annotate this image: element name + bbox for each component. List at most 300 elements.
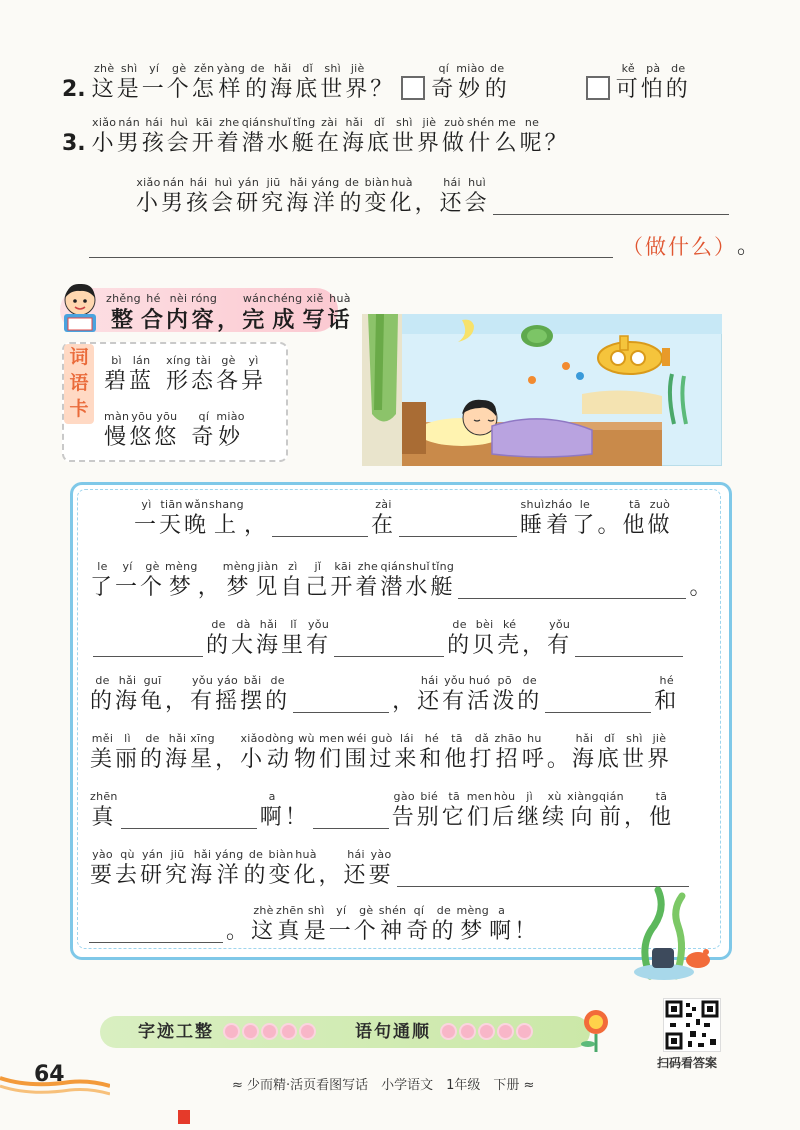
hanzi-with-pinyin (215, 674, 240, 717)
hanzi-with-pinyin (467, 116, 495, 159)
pinyin: de (436, 904, 452, 917)
hanzi: 开 (330, 575, 356, 600)
hanzi-with-pinyin (467, 674, 492, 717)
hanzi-with-pinyin (597, 498, 622, 541)
pinyin: de (490, 62, 505, 75)
hanzi: 前 (598, 805, 624, 830)
pinyin: miào (456, 62, 485, 75)
answer-blank-2[interactable] (89, 233, 613, 258)
hanzi-with-pinyin (545, 498, 572, 541)
hanzi-with-pinyin (129, 354, 154, 397)
hanzi-with-pinyin (330, 560, 355, 603)
hanzi-with-pinyin (295, 62, 320, 105)
pinyin: nán (162, 176, 185, 189)
hanzi-with-pinyin (442, 116, 467, 159)
answer-blank-1[interactable] (493, 190, 729, 215)
hanzi: 去 (115, 863, 141, 888)
hanzi: 内 (165, 307, 191, 333)
hanzi-with-pinyin (522, 732, 547, 775)
section-title (106, 292, 352, 335)
hanzi-with-pinyin (90, 790, 118, 833)
blank-sea-color[interactable] (93, 632, 203, 657)
flower-icon[interactable] (282, 1025, 295, 1038)
hanzi: 化 (389, 191, 415, 216)
pinyin: yǒu (308, 618, 330, 631)
pinyin: ne (524, 116, 540, 129)
hanzi-with-pinyin (140, 674, 165, 717)
hanzi-with-pinyin (217, 62, 245, 105)
flower-mascot-icon (576, 1004, 616, 1054)
pinyin: gè (145, 560, 160, 573)
hanzi-with-pinyin (115, 560, 140, 603)
pinyin: xiàng (567, 790, 599, 803)
hanzi-with-pinyin (223, 560, 256, 603)
hanzi-with-pinyin (319, 732, 344, 775)
hanzi-with-pinyin (209, 498, 244, 541)
pinyin: de (95, 674, 110, 687)
word-card-line-1 (104, 354, 266, 397)
hanzi: 话 (327, 307, 353, 333)
qr-code-icon[interactable] (663, 998, 721, 1052)
pinyin: a (268, 790, 276, 803)
hanzi-with-pinyin (456, 62, 484, 105)
hanzi: 是 (116, 77, 142, 102)
hanzi: 开 (191, 131, 217, 156)
hanzi: 的 (447, 633, 473, 658)
hanzi-with-pinyin (494, 732, 521, 775)
pinyin: yào (370, 848, 392, 861)
hanzi: 的 (90, 689, 116, 714)
hanzi-with-pinyin (104, 354, 129, 397)
blank-shell-shape[interactable] (334, 632, 444, 657)
hanzi-with-pinyin (369, 732, 394, 775)
pinyin: nán (118, 116, 140, 129)
hanzi: 写 (302, 307, 328, 333)
hanzi: 的 (243, 863, 269, 888)
pinyin: qián (598, 790, 624, 803)
hanzi-with-pinyin (216, 354, 241, 397)
hanzi: 他 (622, 513, 648, 538)
hanzi: 海 (165, 747, 191, 772)
hanzi: 孩 (141, 131, 167, 156)
hanzi: 小 (136, 191, 162, 216)
hanzi: 么 (494, 131, 520, 156)
hanzi-with-pinyin (134, 498, 159, 541)
pinyin: men (466, 790, 493, 803)
page-marker (178, 1110, 190, 1124)
pinyin: róng (191, 292, 218, 305)
pinyin: hòu (493, 790, 516, 803)
hanzi: 底 (596, 747, 622, 772)
hanzi-with-pinyin (430, 560, 455, 603)
hanzi: 化 (293, 863, 319, 888)
hanzi: 的 (517, 689, 543, 714)
hanzi-with-pinyin (198, 560, 223, 603)
pinyin: pō (497, 674, 512, 687)
pinyin: dǐ (604, 732, 615, 745)
hanzi: ？ (544, 131, 570, 156)
hanzi: 合 (140, 307, 166, 333)
hanzi-with-pinyin (572, 732, 597, 775)
hanzi: 它 (441, 805, 467, 830)
pinyin: shuǐ (267, 116, 292, 129)
hanzi-with-pinyin (666, 62, 691, 105)
hanzi-with-pinyin (104, 410, 129, 453)
hanzi-with-pinyin (190, 674, 215, 717)
hanzi-with-pinyin (267, 116, 292, 159)
pinyin: dǐ (302, 62, 314, 75)
hanzi-with-pinyin (319, 848, 344, 891)
pinyin: màn (104, 410, 130, 423)
hanzi-with-pinyin (90, 848, 115, 891)
pinyin: dǐ (374, 116, 385, 129)
pinyin: gào (393, 790, 415, 803)
pinyin: tǐng (431, 560, 455, 573)
flower-icon[interactable] (225, 1025, 238, 1038)
hanzi-with-pinyin (206, 618, 231, 661)
hanzi-with-pinyin (417, 790, 442, 833)
hanzi-with-pinyin (370, 62, 395, 105)
pinyin: gè (221, 354, 236, 367)
hanzi: 可 (615, 77, 641, 102)
pinyin: zuò (444, 116, 465, 129)
hanzi-with-pinyin (415, 176, 440, 219)
hanzi: 的 (265, 689, 291, 714)
hanzi-with-pinyin (447, 618, 472, 661)
flower-icon[interactable] (461, 1025, 474, 1038)
page-number: 64 (34, 1062, 65, 1087)
period: 。 (737, 234, 763, 259)
hanzi: 向 (570, 805, 596, 830)
hanzi-with-pinyin (547, 618, 572, 661)
pinyin: shén (378, 904, 407, 917)
hanzi-with-pinyin (166, 354, 191, 397)
hanzi-with-pinyin (354, 904, 379, 947)
hanzi-with-pinyin (154, 410, 179, 453)
hanzi-with-pinyin (345, 62, 370, 105)
hanzi: 底 (295, 77, 321, 102)
hanzi: 这 (251, 919, 277, 944)
pinyin: jiè (422, 116, 437, 129)
pinyin: bǎi (243, 674, 262, 687)
hanzi-with-pinyin (616, 62, 641, 105)
hanzi-with-pinyin (365, 176, 390, 219)
pinyin: qí (438, 62, 450, 75)
hanzi: 星 (190, 747, 216, 772)
pinyin: bèi (475, 618, 494, 631)
hanzi-with-pinyin (431, 904, 456, 947)
pinyin: hǎi (289, 176, 308, 189)
pinyin: tā (451, 732, 463, 745)
hanzi: 世 (391, 131, 417, 156)
hanzi: 容 (191, 307, 217, 333)
hanzi: 究 (261, 191, 287, 216)
hanzi-with-pinyin (622, 732, 647, 775)
period: 。 (226, 919, 252, 944)
hanzi-with-pinyin (90, 732, 115, 775)
pinyin: zài (375, 498, 392, 511)
hanzi: ， (165, 689, 191, 714)
pinyin: guī (143, 674, 162, 687)
pinyin: jiū (266, 176, 281, 189)
hanzi: 悠 (154, 425, 180, 450)
hanzi: 在 (370, 513, 396, 538)
hanzi: 有 (306, 633, 332, 658)
rating-label-handwriting: 字迹工整 (138, 1022, 214, 1042)
hanzi: 物 (293, 747, 319, 772)
hanzi-with-pinyin (622, 498, 647, 541)
hanzi: 做 (441, 131, 467, 156)
hanzi: ， (243, 513, 269, 538)
hanzi-with-pinyin (440, 176, 465, 219)
hanzi-with-pinyin (216, 410, 244, 453)
pinyin: huì (170, 116, 189, 129)
hanzi: 过 (369, 747, 395, 772)
hanzi: 妙 (218, 425, 244, 450)
pinyin: hǎi (575, 732, 594, 745)
pinyin: zhè (93, 62, 115, 75)
hanzi-with-pinyin (344, 732, 369, 775)
hanzi-with-pinyin (419, 732, 444, 775)
hanzi: 一 (141, 77, 167, 102)
passage-row-7 (90, 848, 692, 891)
hanzi-with-pinyin (647, 732, 672, 775)
hanzi-with-pinyin (92, 62, 117, 105)
blank-swaying-thing[interactable] (293, 688, 389, 713)
hanzi: 的 (431, 919, 457, 944)
hanzi: 还 (343, 863, 369, 888)
hanzi: 丽 (115, 747, 141, 772)
hanzi: 的 (245, 77, 271, 102)
pinyin: shén (466, 116, 495, 129)
hanzi-with-pinyin (306, 618, 331, 661)
hanzi-with-pinyin (647, 498, 672, 541)
hanzi: 界 (416, 131, 442, 156)
hanzi-with-pinyin (217, 292, 242, 335)
hanzi: 洋 (312, 191, 338, 216)
pinyin: shuì (520, 498, 545, 511)
passage-row-5 (90, 732, 672, 775)
hanzi: ， (217, 307, 243, 333)
pinyin: jiè (350, 62, 365, 75)
pinyin: me (498, 116, 517, 129)
blank-also-do-cont[interactable] (89, 918, 223, 943)
pinyin: shì (120, 62, 138, 75)
blank-lively-thing[interactable] (545, 688, 651, 713)
hanzi: 呼 (521, 747, 547, 772)
flower-icon[interactable] (301, 1025, 314, 1038)
pinyin: mèng (222, 560, 256, 573)
hanzi-with-pinyin (520, 116, 545, 159)
hanzi-with-pinyin (467, 790, 492, 833)
pinyin: yí (122, 560, 133, 573)
flower-icon[interactable] (244, 1025, 257, 1038)
hanzi-with-pinyin (417, 674, 442, 717)
hanzi-with-pinyin (417, 116, 442, 159)
passage-row-8 (86, 904, 539, 947)
question-text (92, 62, 396, 105)
pinyin: xīng (190, 732, 215, 745)
hanzi-with-pinyin (165, 560, 198, 603)
blank-sleep-place[interactable] (399, 512, 517, 537)
sentence-stars (439, 1023, 534, 1042)
pinyin: chéng (267, 292, 303, 305)
hanzi: 晚 (184, 513, 210, 538)
pinyin: hǎi (168, 732, 187, 745)
hanzi: 什 (468, 131, 494, 156)
hanzi: 壳 (497, 633, 523, 658)
hanzi-with-pinyin (547, 732, 572, 775)
pinyin: hé (659, 674, 674, 687)
word-card-tag: 词 语 卡 (64, 344, 94, 424)
hanzi: 水 (405, 575, 431, 600)
hanzi-with-pinyin (567, 790, 599, 833)
hanzi-with-pinyin (522, 618, 547, 661)
hanzi-with-pinyin (141, 292, 166, 335)
hanzi-with-pinyin (242, 116, 267, 159)
pinyin: jiū (170, 848, 185, 861)
hanzi-with-pinyin (369, 848, 394, 891)
hanzi: 泼 (492, 689, 518, 714)
blank-who[interactable] (313, 804, 389, 829)
hanzi-with-pinyin (161, 176, 186, 219)
hanzi: 慢 (104, 425, 130, 450)
pinyin: kāi (195, 116, 213, 129)
option-checkbox-kepa[interactable] (586, 76, 610, 100)
hanzi-with-pinyin (285, 790, 310, 833)
hanzi-with-pinyin (380, 560, 405, 603)
hanzi-with-pinyin (472, 618, 497, 661)
pinyin: xù (547, 790, 562, 803)
hanzi-with-pinyin (392, 790, 417, 833)
pinyin: hǎi (259, 618, 278, 631)
flower-icon[interactable] (480, 1025, 493, 1038)
pinyin: dòng (265, 732, 294, 745)
pinyin: zì (288, 560, 298, 573)
hanzi: 潜 (241, 131, 267, 156)
flower-icon[interactable] (442, 1025, 455, 1038)
pinyin: wǎn (184, 498, 209, 511)
hanzi-with-pinyin (159, 498, 184, 541)
pinyin: wù (298, 732, 315, 745)
hanzi-with-pinyin (442, 674, 467, 717)
hanzi-with-pinyin (367, 116, 392, 159)
hanzi-with-pinyin (444, 732, 469, 775)
hanzi: 贝 (472, 633, 498, 658)
pinyin: le (579, 498, 591, 511)
pinyin: lán (132, 354, 151, 367)
hanzi-with-pinyin (542, 790, 567, 833)
pinyin: tiān (160, 498, 183, 511)
blank-time-place[interactable] (272, 512, 368, 537)
pinyin: de (145, 732, 160, 745)
hanzi-with-pinyin (317, 116, 342, 159)
flower-icon[interactable] (499, 1025, 512, 1038)
hanzi: 还 (439, 191, 465, 216)
pinyin: qí (413, 904, 425, 917)
hanzi: 了 (90, 575, 116, 600)
pinyin: yáng (311, 176, 340, 189)
hanzi-with-pinyin (292, 116, 317, 159)
hanzi: 别 (416, 805, 442, 830)
pinyin: shì (396, 116, 413, 129)
blank-turtle-adj[interactable] (575, 632, 683, 657)
blank-also-do[interactable] (397, 862, 689, 887)
boy-reading-icon (56, 280, 104, 334)
hanzi: 呢 (519, 131, 545, 156)
pinyin: xiǎo (92, 116, 117, 129)
hanzi: ， (215, 747, 241, 772)
hanzi-with-pinyin (215, 848, 243, 891)
blank-world-adj[interactable] (121, 804, 257, 829)
flower-icon[interactable] (263, 1025, 276, 1038)
hanzi: 界 (646, 747, 672, 772)
option-checkbox-qimiao[interactable] (401, 76, 425, 100)
pinyin: xiě (306, 292, 324, 305)
hanzi: 水 (266, 131, 292, 156)
hanzi: ， (392, 689, 418, 714)
hanzi-with-pinyin (485, 62, 510, 105)
pinyin: hé (424, 732, 440, 745)
hanzi-with-pinyin (517, 790, 542, 833)
seaweed-decoration-icon (620, 886, 724, 982)
hanzi-with-pinyin (545, 116, 570, 159)
pinyin: nèi (169, 292, 188, 305)
hanzi-with-pinyin (269, 848, 294, 891)
pinyin: tǐng (293, 116, 316, 129)
hanzi: ， (522, 633, 548, 658)
pinyin: yáo (217, 674, 239, 687)
pinyin: mèng (456, 904, 490, 917)
pinyin: hǎi (345, 116, 364, 129)
hanzi: 有 (547, 633, 573, 658)
hanzi-with-pinyin (165, 848, 190, 891)
pinyin: hǎi (118, 674, 137, 687)
answer-line-1 (136, 176, 732, 219)
option-label-kepa (616, 62, 691, 105)
hanzi: 的 (206, 633, 232, 658)
hanzi: 上 (213, 513, 239, 538)
hanzi: 和 (654, 689, 680, 714)
pinyin: shì (307, 904, 325, 917)
hanzi-with-pinyin (167, 116, 192, 159)
hanzi: ？ (370, 77, 396, 102)
hanzi-with-pinyin (231, 618, 256, 661)
hanzi-with-pinyin (276, 904, 304, 947)
hanzi-with-pinyin (294, 848, 319, 891)
hanzi: 他 (648, 805, 674, 830)
hanzi: 着 (355, 575, 381, 600)
hanzi: 一 (328, 919, 354, 944)
hanzi-with-pinyin (456, 904, 489, 947)
pinyin: hǎi (273, 62, 292, 75)
hanzi: 变 (268, 863, 294, 888)
hanzi: 成 (272, 307, 298, 333)
hanzi-with-pinyin (240, 732, 265, 775)
hanzi: 龟 (140, 689, 166, 714)
pinyin: a (498, 904, 506, 917)
hanzi: 孩 (186, 191, 212, 216)
hanzi: 的 (484, 77, 510, 102)
pinyin: zhěng (106, 292, 141, 305)
hanzi: 洋 (216, 863, 242, 888)
blank-where-submarine[interactable] (458, 574, 686, 599)
hanzi-with-pinyin (240, 674, 265, 717)
hanzi-with-pinyin (184, 498, 209, 541)
hanzi: 梦 (226, 575, 252, 600)
flower-icon[interactable] (518, 1025, 531, 1038)
pinyin: bié (420, 790, 439, 803)
